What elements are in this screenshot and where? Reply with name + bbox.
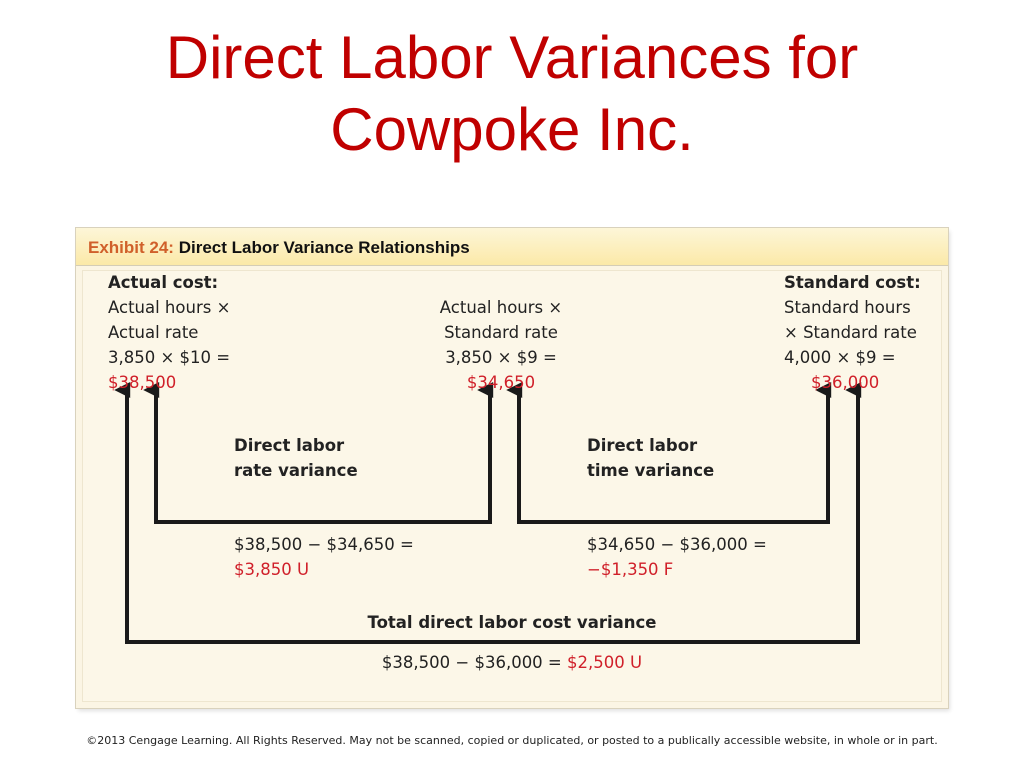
slide-title-line-2: Cowpoke Inc. (330, 96, 694, 163)
standard-cost-result: $36,000 (811, 373, 880, 392)
actual-cost-line-1: Actual hours × (108, 298, 231, 317)
actual-cost-calc: 3,850 × $10 = (108, 348, 231, 367)
time-variance-label-line-2: time variance (587, 461, 715, 480)
middle-cost-line-2: Standard rate (444, 323, 558, 342)
copyright-footer: ©2013 Cengage Learning. All Rights Reserved. May not be scanned, copied or duplicated, or posted to a publically accessible website, in whole or in part. (86, 734, 938, 747)
total-variance-arrow (127, 390, 858, 642)
standard-cost-block (784, 270, 921, 395)
middle-cost-calc: 3,850 × $9 = (445, 348, 557, 367)
actual-cost-heading: Actual cost: (108, 273, 219, 292)
time-variance-calc-block (587, 532, 767, 582)
middle-cost-result: $34,650 (466, 373, 536, 392)
total-variance-label: Total direct labor cost variance (367, 613, 657, 632)
actual-cost-block (108, 270, 230, 395)
rate-variance-result: $3,850 U (234, 560, 310, 579)
exhibit-panel (82, 270, 942, 702)
rate-variance-calc: $38,500 − $34,650 = (234, 535, 414, 554)
time-variance-result: −$1,350 F (587, 560, 674, 579)
total-variance-result: $2,500 U (567, 653, 643, 672)
rate-variance-label (234, 433, 358, 483)
exhibit-header (76, 228, 948, 266)
actual-cost-line-2: Actual rate (108, 323, 199, 342)
time-variance-label-line-1: Direct labor (587, 436, 698, 455)
middle-cost-line-1: Actual hours × (439, 298, 563, 317)
exhibit-figure (76, 228, 948, 708)
time-variance-calc: $34,650 − $36,000 = (587, 535, 767, 554)
slide-title (0, 22, 1024, 166)
rate-variance-label-line-1: Direct labor (234, 436, 345, 455)
rate-variance-label-line-2: rate variance (234, 461, 358, 480)
actual-hours-standard-rate-block (432, 295, 570, 395)
time-variance-label (587, 433, 714, 483)
exhibit-caption (88, 238, 470, 258)
total-variance-calc-line (312, 650, 712, 675)
rate-variance-calc-block (234, 532, 414, 582)
standard-cost-heading: Standard cost: (784, 273, 921, 292)
total-variance-calc: $38,500 − $36,000 = (381, 653, 562, 672)
slide-title-line-1: Direct Labor Variances for (165, 24, 859, 91)
actual-cost-result: $38,500 (108, 373, 177, 392)
exhibit-number: Exhibit 24: (88, 238, 174, 257)
standard-cost-calc: 4,000 × $9 = (784, 348, 896, 367)
exhibit-name: Direct Labor Variance Relationships (178, 238, 470, 257)
standard-cost-line-1: Standard hours (784, 298, 911, 317)
standard-cost-line-2: × Standard rate (784, 323, 917, 342)
